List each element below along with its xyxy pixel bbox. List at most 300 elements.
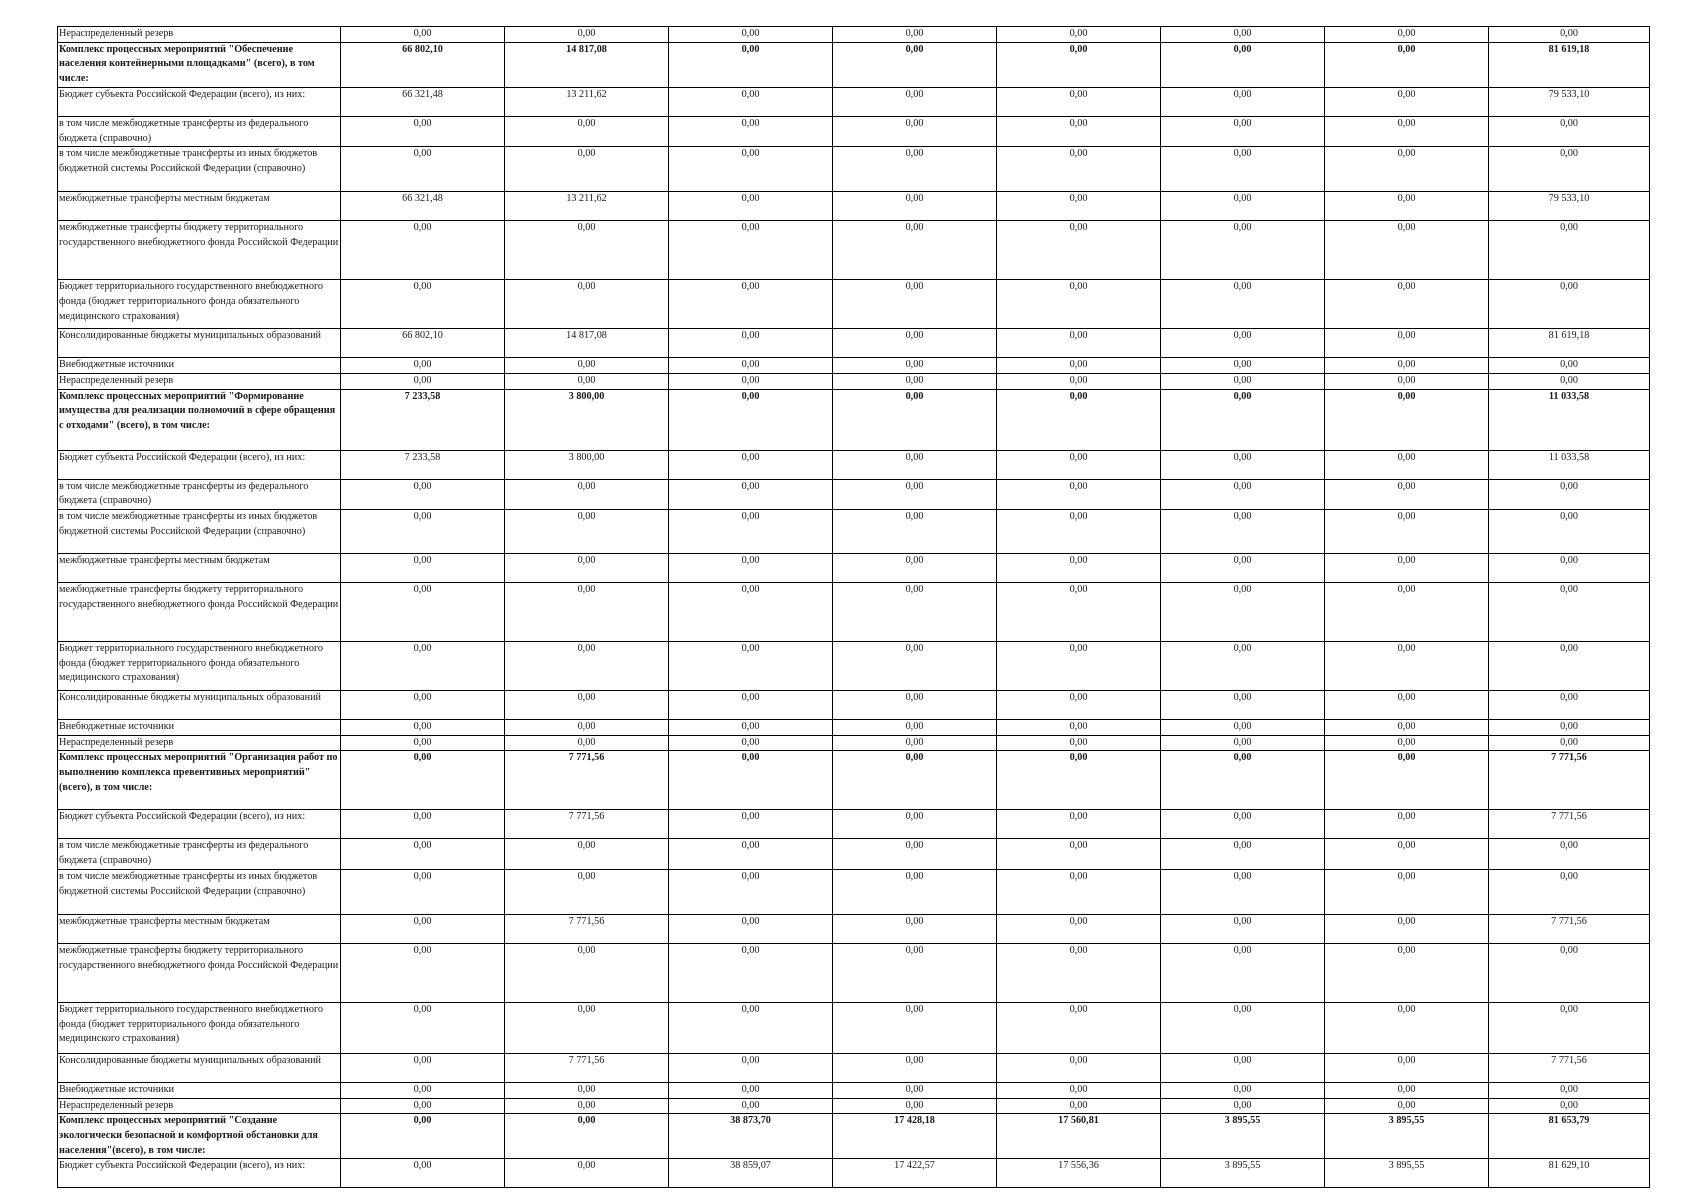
value-cell: 0,00	[669, 450, 833, 479]
row-label: Бюджет территориального государственного внебюджетного фонда (бюджет территориального фонда обязательного медицинского страхования)	[58, 642, 341, 691]
row-label: Внебюджетные источники	[58, 1082, 341, 1098]
table-row	[58, 869, 1650, 914]
value-cell: 0,00	[997, 810, 1161, 839]
value-cell: 0,00	[505, 116, 669, 146]
value-cell: 0,00	[1489, 642, 1650, 691]
table-row	[58, 735, 1650, 751]
value-cell: 0,00	[505, 720, 669, 736]
row-label: Консолидированные бюджеты муниципальных образований	[58, 691, 341, 720]
value-cell: 0,00	[997, 1082, 1161, 1098]
value-cell: 11 033,58	[1489, 389, 1650, 450]
value-cell: 0,00	[1161, 1082, 1325, 1098]
value-cell: 0,00	[1489, 373, 1650, 389]
value-cell: 0,00	[997, 373, 1161, 389]
value-cell: 81 619,18	[1489, 42, 1650, 87]
value-cell: 66 802,10	[341, 42, 505, 87]
value-cell: 0,00	[1325, 839, 1489, 869]
table-row	[58, 510, 1650, 554]
value-cell: 0,00	[1161, 943, 1325, 1002]
value-cell: 0,00	[505, 147, 669, 192]
value-cell: 0,00	[669, 914, 833, 943]
value-cell: 0,00	[1161, 87, 1325, 116]
value-cell: 0,00	[1325, 735, 1489, 751]
value-cell: 0,00	[997, 1053, 1161, 1082]
value-cell: 0,00	[669, 1002, 833, 1053]
value-cell: 0,00	[1325, 116, 1489, 146]
table-row	[58, 1098, 1650, 1114]
value-cell: 0,00	[669, 810, 833, 839]
value-cell: 0,00	[1325, 751, 1489, 810]
value-cell: 0,00	[1161, 221, 1325, 280]
value-cell: 0,00	[1325, 389, 1489, 450]
value-cell: 7 771,56	[1489, 914, 1650, 943]
value-cell: 0,00	[1489, 839, 1650, 869]
value-cell: 0,00	[669, 27, 833, 43]
table-row	[58, 914, 1650, 943]
value-cell: 0,00	[505, 373, 669, 389]
value-cell: 0,00	[997, 751, 1161, 810]
table-row	[58, 642, 1650, 691]
value-cell: 0,00	[669, 642, 833, 691]
value-cell: 0,00	[341, 1053, 505, 1082]
value-cell: 0,00	[1489, 280, 1650, 329]
value-cell: 0,00	[505, 1114, 669, 1159]
value-cell: 0,00	[1489, 510, 1650, 554]
value-cell: 0,00	[1325, 373, 1489, 389]
value-cell: 0,00	[833, 280, 997, 329]
value-cell: 38 873,70	[669, 1114, 833, 1159]
value-cell: 7 771,56	[505, 751, 669, 810]
value-cell: 0,00	[669, 479, 833, 509]
value-cell: 7 233,58	[341, 450, 505, 479]
value-cell: 0,00	[833, 221, 997, 280]
value-cell: 0,00	[997, 27, 1161, 43]
value-cell: 0,00	[1489, 116, 1650, 146]
row-label: межбюджетные трансферты бюджету территориального государственного внебюджетного фонда Российской Федерации	[58, 221, 341, 280]
value-cell: 0,00	[669, 1082, 833, 1098]
value-cell: 0,00	[833, 943, 997, 1002]
value-cell: 3 800,00	[505, 450, 669, 479]
value-cell: 0,00	[833, 691, 997, 720]
value-cell: 0,00	[833, 42, 997, 87]
row-label: Нераспределенный резерв	[58, 27, 341, 43]
value-cell: 0,00	[1325, 329, 1489, 358]
value-cell: 0,00	[669, 735, 833, 751]
row-label: Бюджет субъекта Российской Федерации (всего), из них:	[58, 810, 341, 839]
value-cell: 0,00	[341, 358, 505, 374]
value-cell: 0,00	[997, 280, 1161, 329]
table-row	[58, 1053, 1650, 1082]
value-cell: 7 771,56	[505, 914, 669, 943]
value-cell: 0,00	[833, 751, 997, 810]
value-cell: 0,00	[833, 1098, 997, 1114]
value-cell: 0,00	[341, 642, 505, 691]
value-cell: 0,00	[997, 389, 1161, 450]
value-cell: 0,00	[833, 735, 997, 751]
table-row	[58, 27, 1650, 43]
value-cell: 0,00	[1161, 389, 1325, 450]
value-cell: 0,00	[341, 1082, 505, 1098]
value-cell: 0,00	[997, 642, 1161, 691]
value-cell: 0,00	[1489, 1098, 1650, 1114]
value-cell: 0,00	[1161, 720, 1325, 736]
value-cell: 0,00	[1489, 1002, 1650, 1053]
value-cell: 38 859,07	[669, 1159, 833, 1188]
row-label: Комплекс процессных мероприятий "Формирование имущества для реализации полномочий в сфере обращения с отходами" (всего), в том числе:	[58, 389, 341, 450]
value-cell: 0,00	[1325, 1053, 1489, 1082]
value-cell: 0,00	[833, 373, 997, 389]
value-cell: 0,00	[1161, 358, 1325, 374]
value-cell: 0,00	[833, 720, 997, 736]
value-cell: 0,00	[505, 642, 669, 691]
value-cell: 0,00	[997, 943, 1161, 1002]
value-cell: 0,00	[1489, 943, 1650, 1002]
value-cell: 66 321,48	[341, 87, 505, 116]
table-row	[58, 691, 1650, 720]
value-cell: 0,00	[505, 583, 669, 642]
value-cell: 0,00	[1325, 192, 1489, 221]
table-row	[58, 221, 1650, 280]
value-cell: 0,00	[341, 691, 505, 720]
value-cell: 0,00	[833, 116, 997, 146]
value-cell: 0,00	[505, 479, 669, 509]
value-cell: 0,00	[833, 810, 997, 839]
value-cell: 0,00	[341, 1002, 505, 1053]
table-row	[58, 810, 1650, 839]
value-cell: 0,00	[669, 1053, 833, 1082]
row-label: Нераспределенный резерв	[58, 373, 341, 389]
table-row	[58, 583, 1650, 642]
value-cell: 0,00	[669, 221, 833, 280]
value-cell: 0,00	[833, 1053, 997, 1082]
value-cell: 0,00	[1161, 583, 1325, 642]
value-cell: 0,00	[669, 389, 833, 450]
value-cell: 0,00	[341, 810, 505, 839]
value-cell: 0,00	[1161, 329, 1325, 358]
value-cell: 0,00	[997, 147, 1161, 192]
value-cell: 0,00	[505, 221, 669, 280]
value-cell: 0,00	[505, 554, 669, 583]
value-cell: 0,00	[669, 583, 833, 642]
section-row	[58, 751, 1650, 810]
value-cell: 0,00	[1325, 87, 1489, 116]
value-cell: 0,00	[505, 839, 669, 869]
value-cell: 0,00	[505, 1159, 669, 1188]
value-cell: 0,00	[997, 358, 1161, 374]
value-cell: 0,00	[1489, 221, 1650, 280]
value-cell: 0,00	[833, 329, 997, 358]
value-cell: 0,00	[1325, 810, 1489, 839]
value-cell: 0,00	[505, 27, 669, 43]
row-label: Нераспределенный резерв	[58, 1098, 341, 1114]
value-cell: 0,00	[997, 720, 1161, 736]
value-cell: 0,00	[1325, 691, 1489, 720]
value-cell: 0,00	[1161, 479, 1325, 509]
value-cell: 0,00	[669, 869, 833, 914]
value-cell: 0,00	[669, 691, 833, 720]
value-cell: 0,00	[1325, 221, 1489, 280]
value-cell: 0,00	[505, 358, 669, 374]
value-cell: 81 653,79	[1489, 1114, 1650, 1159]
value-cell: 0,00	[341, 280, 505, 329]
value-cell: 0,00	[1489, 720, 1650, 736]
value-cell: 0,00	[505, 691, 669, 720]
value-cell: 0,00	[341, 554, 505, 583]
row-label: Бюджет субъекта Российской Федерации (всего), из них:	[58, 87, 341, 116]
value-cell: 0,00	[833, 192, 997, 221]
value-cell: 0,00	[505, 869, 669, 914]
value-cell: 0,00	[1161, 280, 1325, 329]
value-cell: 0,00	[669, 839, 833, 869]
value-cell: 0,00	[1161, 116, 1325, 146]
value-cell: 0,00	[833, 389, 997, 450]
section-row	[58, 42, 1650, 87]
value-cell: 0,00	[341, 914, 505, 943]
value-cell: 0,00	[1325, 869, 1489, 914]
value-cell: 0,00	[997, 42, 1161, 87]
value-cell: 17 556,36	[997, 1159, 1161, 1188]
value-cell: 3 895,55	[1161, 1159, 1325, 1188]
value-cell: 0,00	[1325, 914, 1489, 943]
value-cell: 7 771,56	[1489, 1053, 1650, 1082]
table-row	[58, 87, 1650, 116]
value-cell: 0,00	[669, 373, 833, 389]
value-cell: 0,00	[833, 450, 997, 479]
value-cell: 0,00	[997, 554, 1161, 583]
value-cell: 0,00	[833, 869, 997, 914]
value-cell: 0,00	[669, 751, 833, 810]
value-cell: 0,00	[1325, 1002, 1489, 1053]
value-cell: 0,00	[833, 510, 997, 554]
row-label: в том числе межбюджетные трансферты из иных бюджетов бюджетной системы Российской Федерации (справочно)	[58, 147, 341, 192]
value-cell: 0,00	[669, 943, 833, 1002]
value-cell: 3 895,55	[1325, 1114, 1489, 1159]
value-cell: 0,00	[1161, 1002, 1325, 1053]
row-label: в том числе межбюджетные трансферты из иных бюджетов бюджетной системы Российской Федерации (справочно)	[58, 869, 341, 914]
budget-table	[57, 26, 1650, 1188]
value-cell: 0,00	[997, 479, 1161, 509]
value-cell: 0,00	[1325, 358, 1489, 374]
value-cell: 0,00	[997, 450, 1161, 479]
value-cell: 7 771,56	[505, 810, 669, 839]
value-cell: 0,00	[997, 116, 1161, 146]
table-row	[58, 943, 1650, 1002]
value-cell: 0,00	[997, 1002, 1161, 1053]
value-cell: 0,00	[669, 87, 833, 116]
value-cell: 0,00	[669, 42, 833, 87]
row-label: межбюджетные трансферты местным бюджетам	[58, 914, 341, 943]
value-cell: 0,00	[341, 1114, 505, 1159]
value-cell: 0,00	[341, 1098, 505, 1114]
value-cell: 0,00	[1325, 147, 1489, 192]
value-cell: 0,00	[1325, 1082, 1489, 1098]
row-label: Внебюджетные источники	[58, 358, 341, 374]
row-label: Внебюджетные источники	[58, 720, 341, 736]
value-cell: 79 533,10	[1489, 87, 1650, 116]
value-cell: 17 428,18	[833, 1114, 997, 1159]
budget-table-body	[58, 27, 1650, 1188]
value-cell: 0,00	[997, 583, 1161, 642]
value-cell: 0,00	[997, 221, 1161, 280]
table-row	[58, 329, 1650, 358]
value-cell: 79 533,10	[1489, 192, 1650, 221]
row-label: Бюджет субъекта Российской Федерации (всего), из них:	[58, 450, 341, 479]
table-row	[58, 280, 1650, 329]
value-cell: 0,00	[833, 147, 997, 192]
value-cell: 0,00	[997, 839, 1161, 869]
value-cell: 0,00	[669, 510, 833, 554]
value-cell: 0,00	[505, 735, 669, 751]
table-row	[58, 479, 1650, 509]
value-cell: 0,00	[341, 479, 505, 509]
value-cell: 0,00	[1325, 1098, 1489, 1114]
table-row	[58, 192, 1650, 221]
row-label: в том числе межбюджетные трансферты из иных бюджетов бюджетной системы Российской Федерации (справочно)	[58, 510, 341, 554]
value-cell: 0,00	[505, 280, 669, 329]
value-cell: 0,00	[833, 583, 997, 642]
value-cell: 0,00	[341, 943, 505, 1002]
table-row	[58, 450, 1650, 479]
value-cell: 0,00	[833, 642, 997, 691]
value-cell: 0,00	[341, 147, 505, 192]
value-cell: 0,00	[1325, 943, 1489, 1002]
row-label: межбюджетные трансферты бюджету территориального государственного внебюджетного фонда Российской Федерации	[58, 583, 341, 642]
value-cell: 0,00	[505, 1098, 669, 1114]
value-cell: 17 560,81	[997, 1114, 1161, 1159]
section-row	[58, 389, 1650, 450]
value-cell: 0,00	[341, 373, 505, 389]
value-cell: 0,00	[669, 554, 833, 583]
row-label: в том числе межбюджетные трансферты из федерального бюджета (справочно)	[58, 839, 341, 869]
value-cell: 0,00	[1161, 642, 1325, 691]
value-cell: 0,00	[1489, 358, 1650, 374]
value-cell: 0,00	[1161, 735, 1325, 751]
value-cell: 7 771,56	[505, 1053, 669, 1082]
value-cell: 66 321,48	[341, 192, 505, 221]
value-cell: 0,00	[833, 87, 997, 116]
table-row	[58, 1159, 1650, 1188]
value-cell: 0,00	[669, 329, 833, 358]
value-cell: 0,00	[1161, 869, 1325, 914]
value-cell: 0,00	[1325, 450, 1489, 479]
value-cell: 0,00	[1489, 691, 1650, 720]
value-cell: 14 817,08	[505, 42, 669, 87]
row-label: Комплекс процессных мероприятий "Организация работ по выполнению комплекса превентивных мероприятий" (всего), в том числе:	[58, 751, 341, 810]
value-cell: 7 771,56	[1489, 751, 1650, 810]
row-label: в том числе межбюджетные трансферты из федерального бюджета (справочно)	[58, 479, 341, 509]
table-row	[58, 116, 1650, 146]
table-row	[58, 720, 1650, 736]
value-cell: 11 033,58	[1489, 450, 1650, 479]
value-cell: 0,00	[505, 1002, 669, 1053]
value-cell: 0,00	[669, 358, 833, 374]
value-cell: 0,00	[1161, 42, 1325, 87]
value-cell: 0,00	[341, 221, 505, 280]
value-cell: 0,00	[1161, 554, 1325, 583]
value-cell: 0,00	[1161, 373, 1325, 389]
value-cell: 13 211,62	[505, 87, 669, 116]
value-cell: 0,00	[1161, 1098, 1325, 1114]
value-cell: 0,00	[341, 869, 505, 914]
value-cell: 0,00	[1161, 691, 1325, 720]
value-cell: 0,00	[833, 1082, 997, 1098]
table-row	[58, 554, 1650, 583]
value-cell: 0,00	[341, 1159, 505, 1188]
value-cell: 0,00	[997, 510, 1161, 554]
value-cell: 0,00	[1325, 642, 1489, 691]
value-cell: 14 817,08	[505, 329, 669, 358]
value-cell: 0,00	[1325, 42, 1489, 87]
value-cell: 0,00	[997, 735, 1161, 751]
row-label: Комплекс процессных мероприятий "Обеспечение населения контейнерными площадками" (всего), в том числе:	[58, 42, 341, 87]
value-cell: 0,00	[1161, 147, 1325, 192]
row-label: Бюджет территориального государственного внебюджетного фонда (бюджет территориального фонда обязательного медицинского страхования)	[58, 280, 341, 329]
table-row	[58, 147, 1650, 192]
row-label: Консолидированные бюджеты муниципальных образований	[58, 329, 341, 358]
value-cell: 0,00	[1325, 554, 1489, 583]
table-row	[58, 839, 1650, 869]
value-cell: 3 800,00	[505, 389, 669, 450]
table-row	[58, 373, 1650, 389]
value-cell: 0,00	[997, 691, 1161, 720]
value-cell: 0,00	[997, 914, 1161, 943]
value-cell: 0,00	[1325, 280, 1489, 329]
value-cell: 0,00	[1161, 192, 1325, 221]
table-row	[58, 1082, 1650, 1098]
value-cell: 0,00	[1489, 554, 1650, 583]
value-cell: 0,00	[1325, 27, 1489, 43]
value-cell: 0,00	[1489, 869, 1650, 914]
value-cell: 0,00	[669, 1098, 833, 1114]
section-row	[58, 1114, 1650, 1159]
value-cell: 0,00	[997, 1098, 1161, 1114]
value-cell: 0,00	[1161, 510, 1325, 554]
value-cell: 0,00	[997, 192, 1161, 221]
value-cell: 0,00	[1161, 810, 1325, 839]
value-cell: 0,00	[341, 116, 505, 146]
value-cell: 0,00	[341, 27, 505, 43]
value-cell: 17 422,57	[833, 1159, 997, 1188]
value-cell: 0,00	[833, 554, 997, 583]
value-cell: 0,00	[1489, 583, 1650, 642]
value-cell: 0,00	[1489, 1082, 1650, 1098]
value-cell: 0,00	[341, 583, 505, 642]
value-cell: 0,00	[341, 720, 505, 736]
value-cell: 0,00	[833, 479, 997, 509]
value-cell: 0,00	[341, 751, 505, 810]
value-cell: 0,00	[341, 839, 505, 869]
value-cell: 81 619,18	[1489, 329, 1650, 358]
value-cell: 0,00	[1161, 1053, 1325, 1082]
row-label: Бюджет территориального государственного внебюджетного фонда (бюджет территориального фонда обязательного медицинского страхования)	[58, 1002, 341, 1053]
value-cell: 0,00	[505, 1082, 669, 1098]
value-cell: 0,00	[1161, 751, 1325, 810]
value-cell: 66 802,10	[341, 329, 505, 358]
value-cell: 7 233,58	[341, 389, 505, 450]
value-cell: 0,00	[833, 914, 997, 943]
value-cell: 0,00	[669, 280, 833, 329]
value-cell: 0,00	[669, 147, 833, 192]
value-cell: 0,00	[1325, 720, 1489, 736]
value-cell: 0,00	[669, 116, 833, 146]
value-cell: 0,00	[1489, 479, 1650, 509]
row-label: Консолидированные бюджеты муниципальных образований	[58, 1053, 341, 1082]
value-cell: 0,00	[505, 943, 669, 1002]
row-label: Нераспределенный резерв	[58, 735, 341, 751]
row-label: межбюджетные трансферты местным бюджетам	[58, 554, 341, 583]
value-cell: 0,00	[1161, 450, 1325, 479]
row-label: в том числе межбюджетные трансферты из федерального бюджета (справочно)	[58, 116, 341, 146]
